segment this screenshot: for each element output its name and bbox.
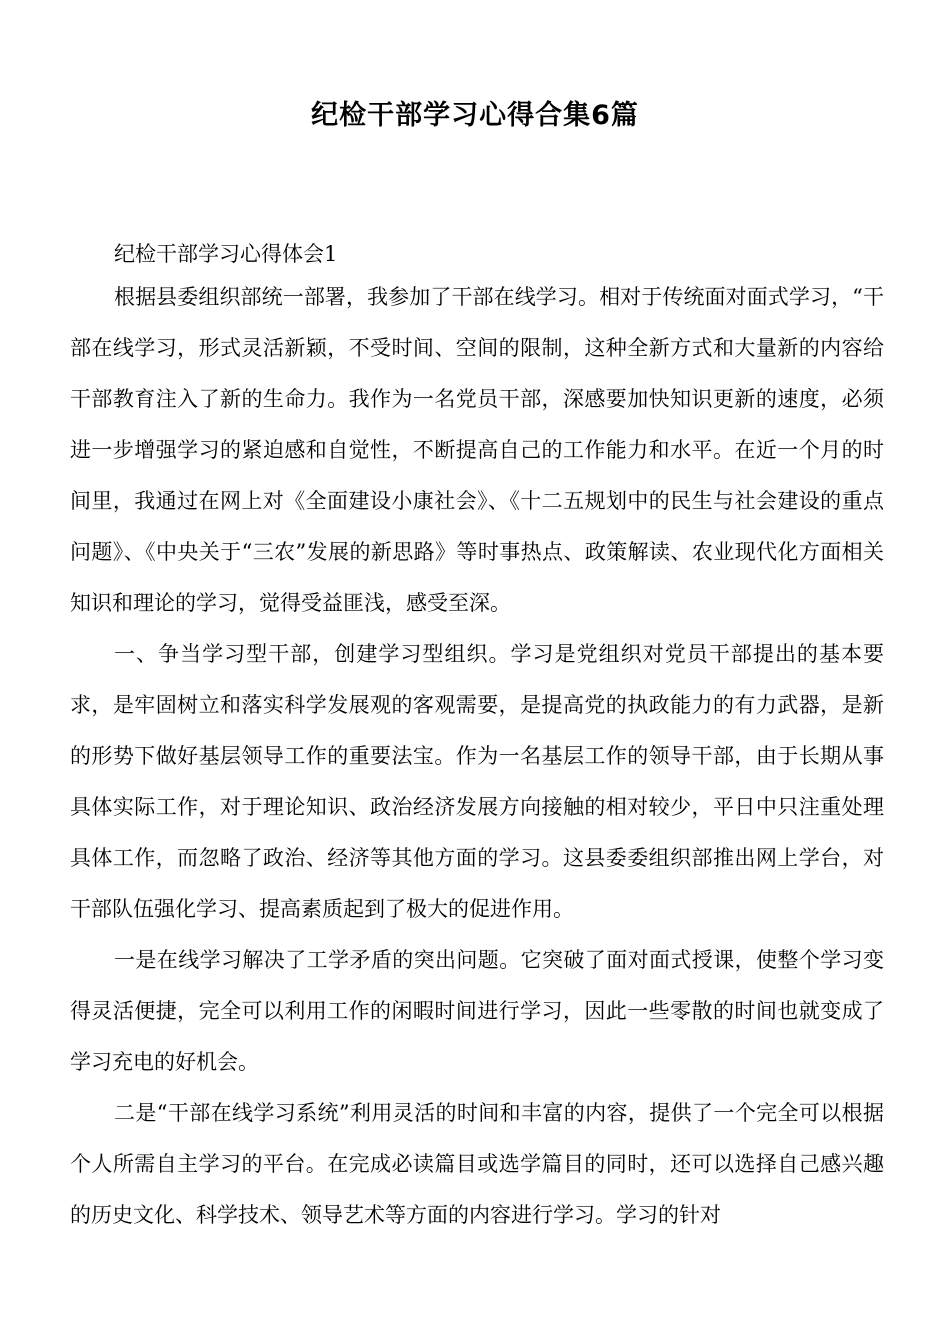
section-heading: 纪检干部学习心得体会1 — [114, 242, 338, 266]
document-title: 纪检干部学习心得合集6篇 — [311, 100, 639, 131]
paragraph-online-learning-two: 二是“干部在线学习系统”利用灵活的时间和丰富的内容，提供了一个完全可以根据个人所需自主学习的平台。在完成必读篇目或选学篇目的同时，还可以选择自己感兴趣的历史文化、科学技术、领导艺术等方面的内容进行学习。学习的针对 — [70, 1101, 884, 1227]
paragraph-point-one: 一、争当学习型干部，创建学习型组织。学习是党组织对党员干部提出的基本要求，是牢固树立和落实科学发展观的客观需要，是提高党的执政能力的有力武器，是新的形势下做好基层领导工作的重要法宝。作为一名基层工作的领导干部，由于长期从事具体实际工作，对于理论知识、政治经济发展方向接触的相对较少，平日中只注重处理具体工作，而忽略了政治、经济等其他方面的学习。这县委委组织部推出网上学台，对干部队伍强化学习、提高素质起到了极大的促进作用。 — [70, 642, 884, 921]
paragraph-online-learning-one: 一是在线学习解决了工学矛盾的突出问题。它突破了面对面式授课，使整个学习变得灵活便捷，完全可以利用工作的闲暇时间进行学习，因此一些零散的时间也就变成了学习充电的好机会。 — [70, 948, 884, 1074]
paragraph-intro: 根据县委组织部统一部署，我参加了干部在线学习。相对于传统面对面式学习，“干部在线学习，形式灵活新颖，不受时间、空间的限制，这种全新方式和大量新的内容给干部教育注入了新的生命力。我作为一名党员干部，深感要加快知识更新的速度，必须进一步增强学习的紧迫感和自觉性，不断提高自己的工作能力和水平。在近一个月的时间里，我通过在网上对《全面建设小康社会》、《十二五规划中的民生与社会建设的重点问题》、《中央关于“三农”发展的新思路》等时事热点、政策解读、农业现代化方面相关知识和理论的学习，觉得受益匪浅，感受至深。 — [70, 285, 884, 615]
document-body — [70, 236, 884, 1241]
